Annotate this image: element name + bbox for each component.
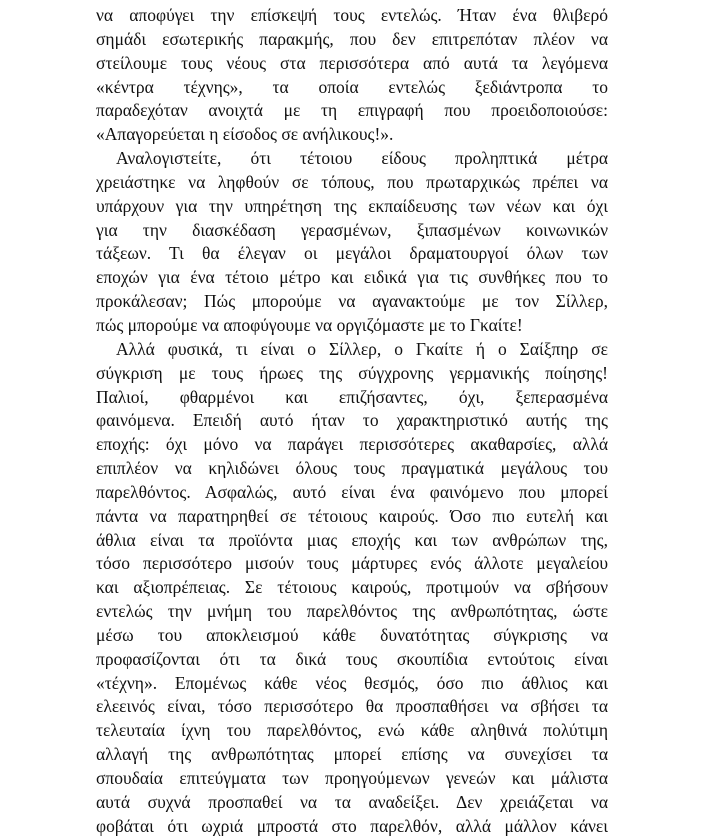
text-line: τάξεων. Τι θα έλεγαν οι μεγάλοι δραματουργοί όλων των (96, 243, 608, 264)
text-line: Αλλά φυσικά, τι είναι ο Σίλλερ, ο Γκαίτε ή ο Σαίξπηρ σε (116, 338, 608, 359)
paragraph-3 (96, 338, 608, 839)
text-line: παρελθόντος. Ασφαλώς, αυτό είναι ένα φαινόμενο που μπορεί (96, 481, 608, 502)
text-line: μέσω του αποκλεισμού κάθε δυνατότητας σύγκρισης να (96, 624, 608, 645)
document-page (96, 4, 608, 839)
text-line: φαινόμενα. Επειδή αυτό ήταν το χαρακτηριστικό αυτής της (96, 410, 608, 431)
text-line: σύγκριση με τους ήρωες της σύγχρονης γερμανικής ποίησης! (96, 362, 608, 383)
text-line: επιπλέον να κηλιδώνει όλους τους πραγματικά μεγάλους του (96, 458, 608, 479)
text-line: εποχής: όχι μόνο να παράγει περισσότερες ακαθαρσίες, αλλά (96, 434, 608, 455)
text-line: εποχών για ένα τέτοιο μέτρο και ειδικά για τις συνθήκες που το (96, 267, 608, 288)
text-line: τόσο περισσότερο μισούν τους μάρτυρες ενός άλλοτε μεγαλείου (96, 553, 608, 574)
text-line: «κέντρα τέχνης», τα οποία εντελώς ξεδιάντροπα το (96, 76, 608, 97)
text-line: για την διασκέδαση γερασμένων, ξιπασμένων κοινωνικών (96, 219, 608, 240)
text-line: εντελώς την μνήμη του παρελθόντος της ανθρωπότητας, ώστε (96, 601, 608, 622)
text-line: άθλια είναι τα προϊόντα μιας εποχής και των ανθρώπων της, (96, 529, 608, 550)
text-line: να αποφύγει την επίσκεψή τους εντελώς. Ήταν ένα θλιβερό (96, 5, 608, 25)
text-line: και αξιοπρέπειας. Σε τέτοιους καιρούς, προτιμούν να σβήσουν (96, 577, 608, 598)
text-line: Παλιοί, φθαρμένοι και επιζήσαντες, όχι, ξεπερασμένα (96, 386, 608, 407)
text-line: προκάλεσαν; Πώς μπορούμε να αγανακτούμε με τον Σίλλερ, (96, 291, 608, 312)
text-line: ελεεινός είναι, τόσο περισσότερο θα προσπαθήσει να σβήσει τα (96, 696, 608, 717)
text-line: «τέχνη». Επομένως κάθε νέος θεσμός, όσο πιο άθλιος και (96, 672, 608, 693)
text-line: υπάρχουν για την υπηρέτηση της εκπαίδευσης των νέων και όχι (96, 195, 608, 216)
text-line: πάντα να παρατηρηθεί σε τέτοιους καιρούς. Όσο πιο ευτελή και (96, 505, 608, 526)
text-line: χρειάστηκε να ληφθούν σε τόπους, που πρωταρχικώς πρέπει να (96, 171, 608, 192)
text-line: στείλουμε τους νέους στα περισσότερα από αυτά τα λεγόμενα (96, 52, 608, 73)
text-line: προφασίζονται ότι τα δικά τους σκουπίδια εντούτοις είναι (96, 648, 608, 669)
text-line: φοβάται ότι ωχριά μπροστά στο παρελθόν, αλλά μάλλον κάνει (96, 815, 608, 836)
text-line: τελευταία ίχνη του παρελθόντος, ενώ κάθε αληθινά πολύτιμη (96, 720, 608, 741)
text-line: σπουδαία επιτεύγματα των προηγούμενων γενεών και μάλιστα (96, 768, 608, 788)
text-line: «Απαγορεύεται η είσοδος σε ανήλικους!». (96, 124, 394, 145)
text-line: πώς μπορούμε να αποφύγουμε να οργιζόμαστε με το Γκαίτε! (96, 314, 523, 335)
text-line: Αναλογιστείτε, ότι τέτοιου είδους προληπτικά μέτρα (116, 148, 608, 169)
paragraph-2 (96, 147, 608, 338)
text-line: παραδεχόταν ανοιχτά με τη επιγραφή που προειδοποιούσε: (96, 100, 608, 121)
paragraph-1 (96, 4, 608, 147)
text-line: σημάδι εσωτερικής παρακμής, που δεν επιτρεπόταν πλέον να (96, 28, 608, 49)
text-line: αυτά συχνά προσπαθεί να τα αναδείξει. Δεν χρειάζεται να (96, 791, 608, 812)
text-line: αλλαγή της ανθρωπότητας μπορεί επίσης να συνεχίσει τα (96, 744, 608, 765)
